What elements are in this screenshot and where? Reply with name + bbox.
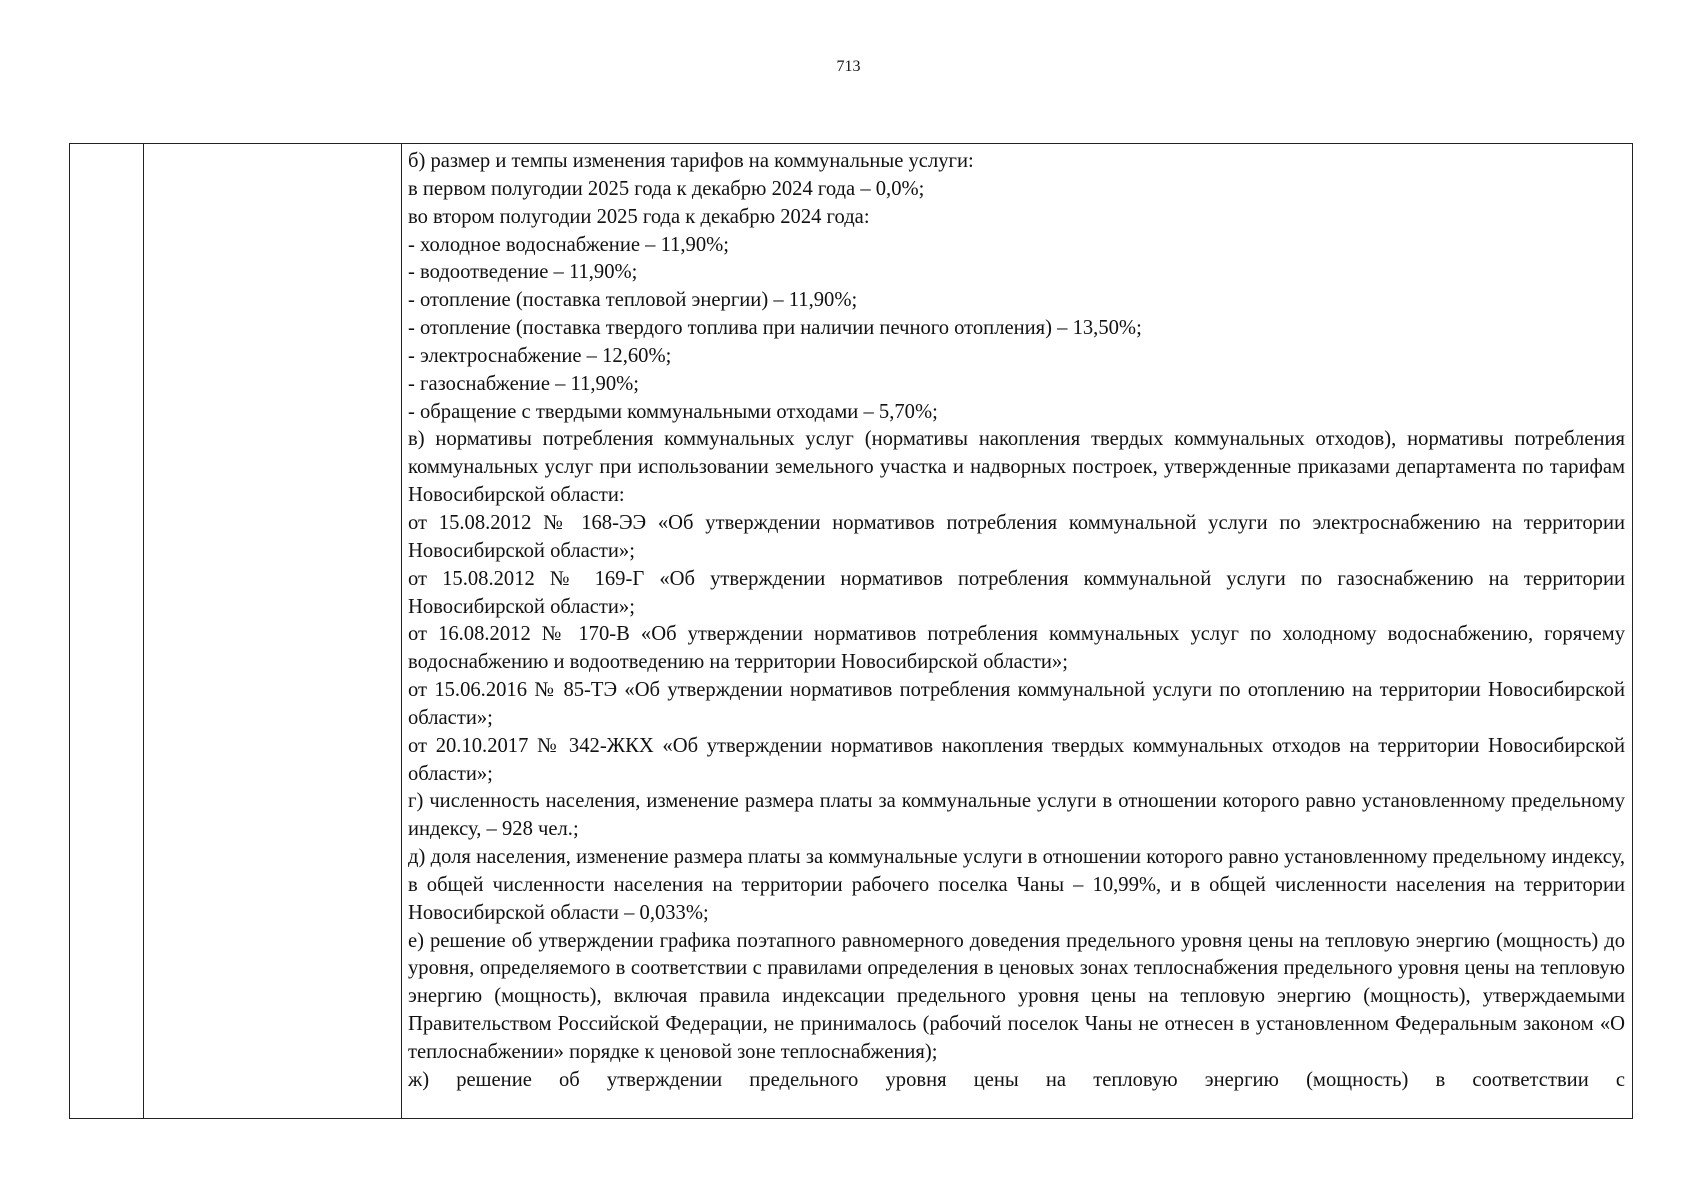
- tariff-item-waste: - обращение с твердыми коммунальными отходами – 5,70%;: [408, 400, 938, 423]
- norms-order: от 20.10.2017 № 342-ЖКХ «Об утверждении нормативов накопления твердых коммунальных отходов на территории Новосибирской области»;: [408, 734, 1625, 785]
- table-column-divider: [401, 144, 402, 1118]
- norms-order: от 15.08.2012 № 169-Г «Об утверждении нормативов потребления коммунальной услуги по газоснабжению на территории Новосибирской области»;: [408, 567, 1625, 618]
- norms-order: от 15.06.2016 № 85-ТЭ «Об утверждении нормативов потребления коммунальной услуги по отоплению на территории Новосибирской области»;: [408, 679, 1625, 729]
- table-content-cell: [408, 148, 1625, 1095]
- norms-order: от 15.08.2012 № 168-ЭЭ «Об утверждении нормативов потребления коммунальной услуги по электроснабжению на территории Новосибирской области»;: [408, 511, 1625, 562]
- tariff-item-heating: - отопление (поставка тепловой энергии) – 11,90%;: [408, 289, 858, 312]
- heat-schedule-paragraph: е) решение об утверждении графика поэтапного равномерного доведения предельного уровня цены на тепловую энергию (мощность) до уровня, определяемого в соответствии с правилами определения в ценовых зонах теплоснабжения предельного уровня цены на тепловую энергию (мощность), включая правила индексации предельного уровня цены на тепловую энергию (мощность), утверждаемыми Правительством Российской Федерации, не принималось (рабочий поселок Чаны не отнесен в установленном Федеральным законом «О теплоснабжении» порядке к ценовой зоне теплоснабжения);: [408, 929, 1625, 1063]
- population-share-paragraph: д) доля населения, изменение размера платы за коммунальные услуги в отношении которого равно установленному предельному индексу, в общей численности населения на территории рабочего поселка Чаны – 10,99%, и в общей численности населения на территории Новосибирской области – 0,033%;: [408, 846, 1625, 924]
- table-column-divider: [143, 144, 144, 1118]
- tariff-item-electricity: - электроснабжение – 12,60%;: [408, 344, 672, 367]
- tariff-item-sewerage: - водоотведение – 11,90%;: [408, 261, 638, 284]
- tariffs-first-half: в первом полугодии 2025 года к декабрю 2024 года – 0,0%;: [408, 177, 925, 200]
- tariffs-second-half-heading: во втором полугодии 2025 года к декабрю 2024 года:: [408, 205, 870, 228]
- norms-intro: в) нормативы потребления коммунальных услуг (нормативы накопления твердых коммунальных отходов), нормативы потребления коммунальных услуг при использовании земельного участка и надворных построек, утвержденные приказами департамента по тарифам Новосибирской области:: [408, 428, 1625, 507]
- heat-price-limit-paragraph: ж) решение об утверждении предельного уровня цены на тепловую энергию (мощность) в соответствии с: [408, 1068, 1625, 1091]
- population-paragraph: г) численность населения, изменение размера платы за коммунальные услуги в отношении которого равно установленному предельному индексу, – 928 чел.;: [408, 790, 1625, 841]
- norms-order: от 16.08.2012 № 170-В «Об утверждении нормативов потребления коммунальных услуг по холодному водоснабжению, горячему водоснабжению и водоотведению на территории Новосибирской области»;: [408, 623, 1625, 674]
- tariff-item-solid-fuel: - отопление (поставка твердого топлива при наличии печного отопления) – 13,50%;: [408, 317, 1142, 340]
- tariff-item-cold-water: - холодное водоснабжение – 11,90%;: [408, 233, 730, 256]
- document-table: [69, 143, 1633, 1119]
- tariffs-heading: б) размер и темпы изменения тарифов на коммунальные услуги:: [408, 150, 974, 172]
- tariff-item-gas: - газоснабжение – 11,90%;: [408, 372, 640, 395]
- page-number: 713: [836, 58, 861, 75]
